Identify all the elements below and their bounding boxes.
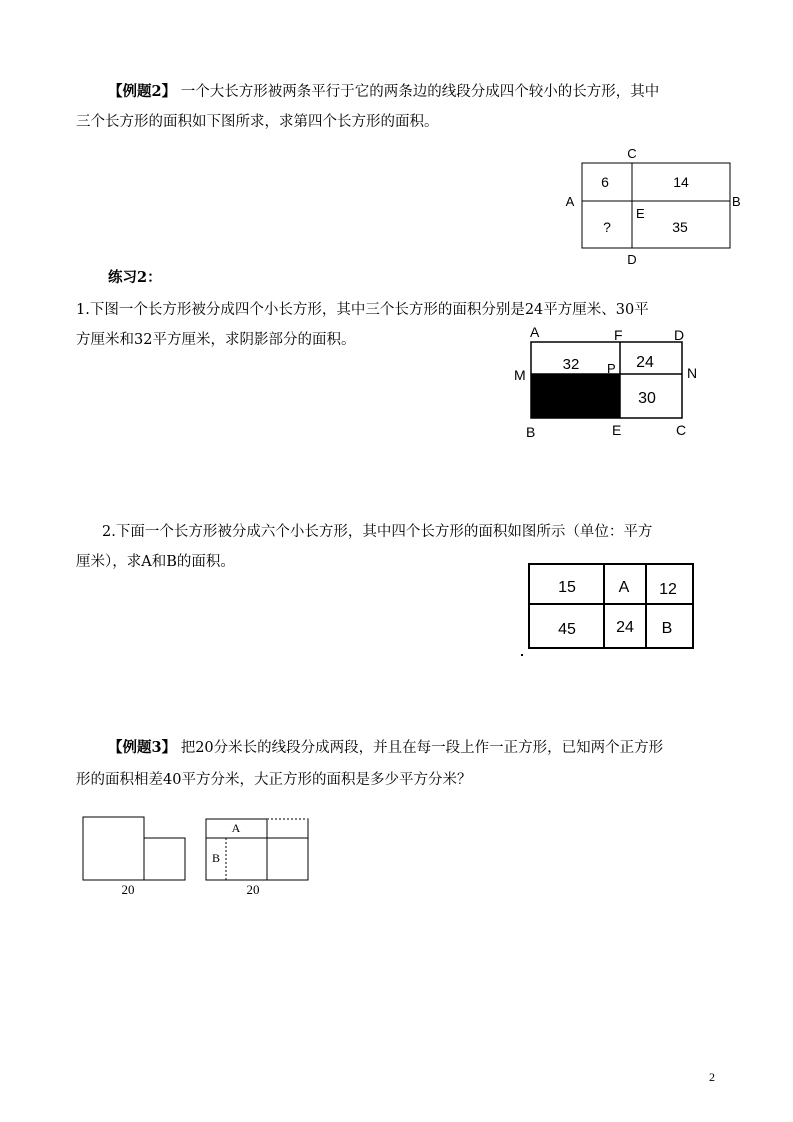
- q1-label-c: C: [676, 422, 687, 438]
- example3-text-line2: 形的面积相差40平方分米，大正方形的面积是多少平方分米？: [76, 772, 472, 788]
- q1-label-m: M: [514, 367, 526, 383]
- q1-label-p: P: [607, 361, 616, 376]
- practice2-q2-line1: 2.下面一个长方形被分成六个小长方形，其中四个长方形的面积如图所示（单位：平方: [102, 524, 653, 540]
- q2-cell-45: 45: [558, 621, 576, 638]
- ex2-label-e: E: [636, 206, 645, 221]
- q1-label-n: N: [687, 365, 698, 381]
- page-number: 2: [709, 1070, 715, 1084]
- q1-label-d: D: [674, 327, 685, 343]
- ex2-cell-question: ?: [603, 219, 611, 235]
- ex2-cell-6: 6: [601, 174, 609, 190]
- q2-stray-dot: [521, 654, 523, 656]
- ex2-label-a: A: [565, 194, 575, 209]
- ex3-length-label-2: 20: [246, 882, 260, 897]
- practice2-q1-figure: [508, 320, 708, 442]
- q1-value-32: 32: [562, 356, 580, 373]
- ex3-label-a: A: [231, 821, 241, 835]
- q1-label-e: E: [612, 422, 622, 438]
- ex3-big-square: [83, 817, 144, 880]
- practice2-q2-figure: [520, 556, 705, 658]
- q1-shaded-rect: [531, 374, 620, 418]
- q1-value-30: 30: [638, 390, 656, 407]
- ex2-label-d: D: [627, 252, 637, 267]
- example2-figure: [560, 140, 750, 270]
- example3-heading: 【例题3】: [108, 739, 177, 756]
- ex3-small-square: [144, 838, 185, 880]
- q2-cell-a: A: [618, 579, 630, 596]
- q1-value-24: 24: [636, 354, 654, 371]
- ex3-length-label: 20: [121, 882, 135, 897]
- example3-figure-left: [80, 814, 192, 900]
- ex3-label-b: B: [211, 851, 221, 865]
- ex2-label-b: B: [732, 194, 741, 209]
- q1-label-a: A: [530, 324, 540, 340]
- example2-text-line2: 三个长方形的面积如下图所求，求第四个长方形的面积。: [76, 114, 439, 130]
- q2-cell-12: 12: [659, 581, 677, 598]
- practice2-q1-line1: 1.下图一个长方形被分成四个小长方形，其中三个长方形的面积分别是24平方厘米、30平: [76, 302, 649, 318]
- q1-label-b: B: [526, 424, 536, 440]
- example2-heading: 【例题2】: [108, 83, 177, 100]
- ex2-label-c: C: [627, 146, 637, 161]
- example3-line1: [108, 734, 663, 762]
- practice2-q2-line2: 厘米），求A和B的面积。: [76, 554, 235, 570]
- example3-figure-right: [202, 814, 314, 900]
- ex2-cell-35: 35: [672, 219, 688, 235]
- example3-text-line1: 把20分米长的线段分成两段，并且在每一段上作一正方形，已知两个正方形: [180, 740, 664, 756]
- practice2-q1-line2: 方厘米和32平方厘米，求阴影部分的面积。: [76, 332, 356, 348]
- ex2-cell-14: 14: [673, 174, 689, 190]
- q2-cell-b: B: [661, 620, 673, 637]
- example2-line1: [108, 78, 659, 106]
- ex3-outer-rect: [206, 819, 308, 880]
- q2-cell-24: 24: [616, 619, 634, 636]
- example2-text-line1: 一个大长方形被两条平行于它的两条边的线段分成四个较小的长方形，其中: [180, 84, 660, 100]
- q1-label-f: F: [614, 327, 623, 343]
- practice2-heading: 练习2：: [108, 269, 162, 286]
- q2-cell-15: 15: [558, 579, 576, 596]
